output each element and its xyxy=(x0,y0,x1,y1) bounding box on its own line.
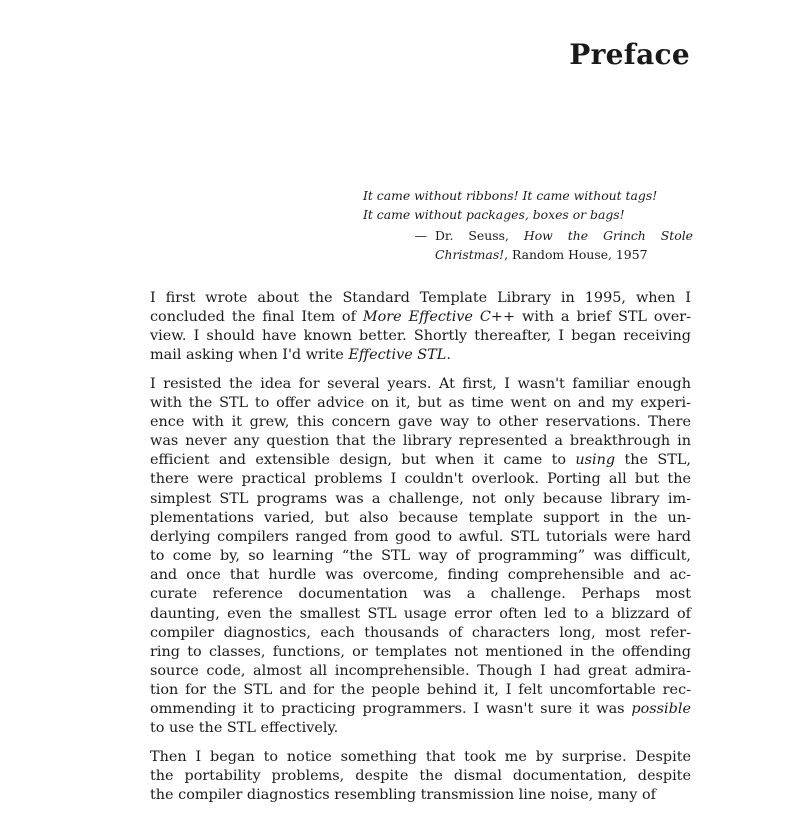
text-run: tion for the STL and for the people behind it, I felt uncomfortable rec- xyxy=(150,682,691,699)
italic-text: Effective STL xyxy=(348,347,447,364)
attribution-dash: — xyxy=(414,228,427,243)
text-line xyxy=(150,605,691,624)
epigraph-line-1: It came without ribbons! It came without tags! xyxy=(363,188,658,203)
text-run: the STL, xyxy=(615,452,692,469)
text-line xyxy=(150,547,691,566)
text-line xyxy=(150,509,691,528)
epigraph xyxy=(363,186,693,264)
text-line xyxy=(150,566,691,585)
attribution-work: How the Grinch Stole xyxy=(523,228,693,243)
attribution-work-continued: Christmas! xyxy=(435,247,505,262)
text-run: to come by, so learning “the STL way of programming” was difficult, xyxy=(150,548,691,565)
epigraph-attribution xyxy=(363,226,693,264)
text-line xyxy=(150,470,691,489)
italic-text: using xyxy=(575,452,616,469)
text-line xyxy=(150,346,691,365)
text-run: view. I should have known better. Shortly thereafter, I began receiving xyxy=(150,328,691,345)
text-run: ommending it to practicing programmers. I wasn't sure it was xyxy=(150,701,632,718)
text-run: was never any question that the library represented a breakthrough in xyxy=(150,433,691,450)
page-title: Preface xyxy=(569,38,690,71)
text-run: compiler diagnostics, each thousands of characters long, most refer- xyxy=(150,624,691,641)
text-line xyxy=(150,681,691,700)
text-line xyxy=(150,394,691,413)
text-run: the portability problems, despite the dismal documentation, despite xyxy=(150,767,691,784)
text-run: mail asking when I'd write xyxy=(150,347,349,364)
text-line xyxy=(150,643,691,662)
text-run: with the STL to offer advice on it, but as time went on and my experi- xyxy=(150,394,691,411)
paragraph xyxy=(150,375,691,739)
text-line xyxy=(150,308,691,327)
italic-text: More Effective C++ xyxy=(362,309,516,326)
attribution-publisher: , Random House, 1957 xyxy=(504,247,648,262)
text-line xyxy=(150,451,691,470)
text-run: plementations varied, but also because template support in the un- xyxy=(150,509,691,526)
text-line xyxy=(150,748,691,767)
italic-text: possible xyxy=(631,701,691,718)
paragraph xyxy=(150,289,691,366)
text-line xyxy=(150,432,691,451)
text-run: with a brief STL over- xyxy=(515,309,691,326)
text-line xyxy=(150,786,691,805)
text-run: I resisted the idea for several years. At first, I wasn't familiar enough xyxy=(150,375,691,392)
text-run: and once that hurdle was overcome, finding comprehensible and ac- xyxy=(150,567,691,584)
text-line xyxy=(150,719,691,738)
text-run: I first wrote about the Standard Template Library in 1995, when I xyxy=(150,290,691,306)
text-line xyxy=(150,585,691,604)
attribution-author: Dr. Seuss, xyxy=(435,228,509,243)
body-text xyxy=(150,289,691,814)
text-line xyxy=(150,413,691,432)
text-run: derlying compilers ranged from good to awful. STL tutorials were hard xyxy=(150,528,691,545)
text-run: daunting, even the smallest STL usage error often led to a blizzard of xyxy=(150,605,691,622)
text-run: . xyxy=(446,347,451,364)
text-run: source code, almost all incomprehensible. Though I had great admira- xyxy=(150,662,691,679)
text-line xyxy=(150,289,691,308)
text-run: the compiler diagnostics resembling transmission line noise, many of xyxy=(150,786,656,803)
text-run: there were practical problems I couldn't overlook. Porting all but the xyxy=(150,471,691,488)
text-run: to use the STL effectively. xyxy=(150,720,339,737)
text-line xyxy=(150,490,691,509)
text-run: curate reference documentation was a challenge. Perhaps most xyxy=(150,586,691,603)
text-run: ring to classes, functions, or templates not mentioned in the offending xyxy=(150,643,691,660)
text-run: concluded the final Item of xyxy=(150,309,363,326)
text-run: efficient and extensible design, but when it came to xyxy=(150,452,576,469)
text-line xyxy=(150,528,691,547)
text-run: Then I began to notice something that took me by surprise. Despite xyxy=(150,748,691,765)
text-line xyxy=(150,624,691,643)
text-run: ence with it grew, this concern gave way to other reservations. There xyxy=(150,413,691,430)
text-run: simplest STL programs was a challenge, not only because library im- xyxy=(150,490,691,507)
paragraph xyxy=(150,748,691,805)
text-line xyxy=(150,662,691,681)
text-line xyxy=(150,767,691,786)
text-line xyxy=(150,327,691,346)
text-line xyxy=(150,375,691,394)
text-line xyxy=(150,700,691,719)
epigraph-line-2: It came without packages, boxes or bags! xyxy=(363,207,625,222)
